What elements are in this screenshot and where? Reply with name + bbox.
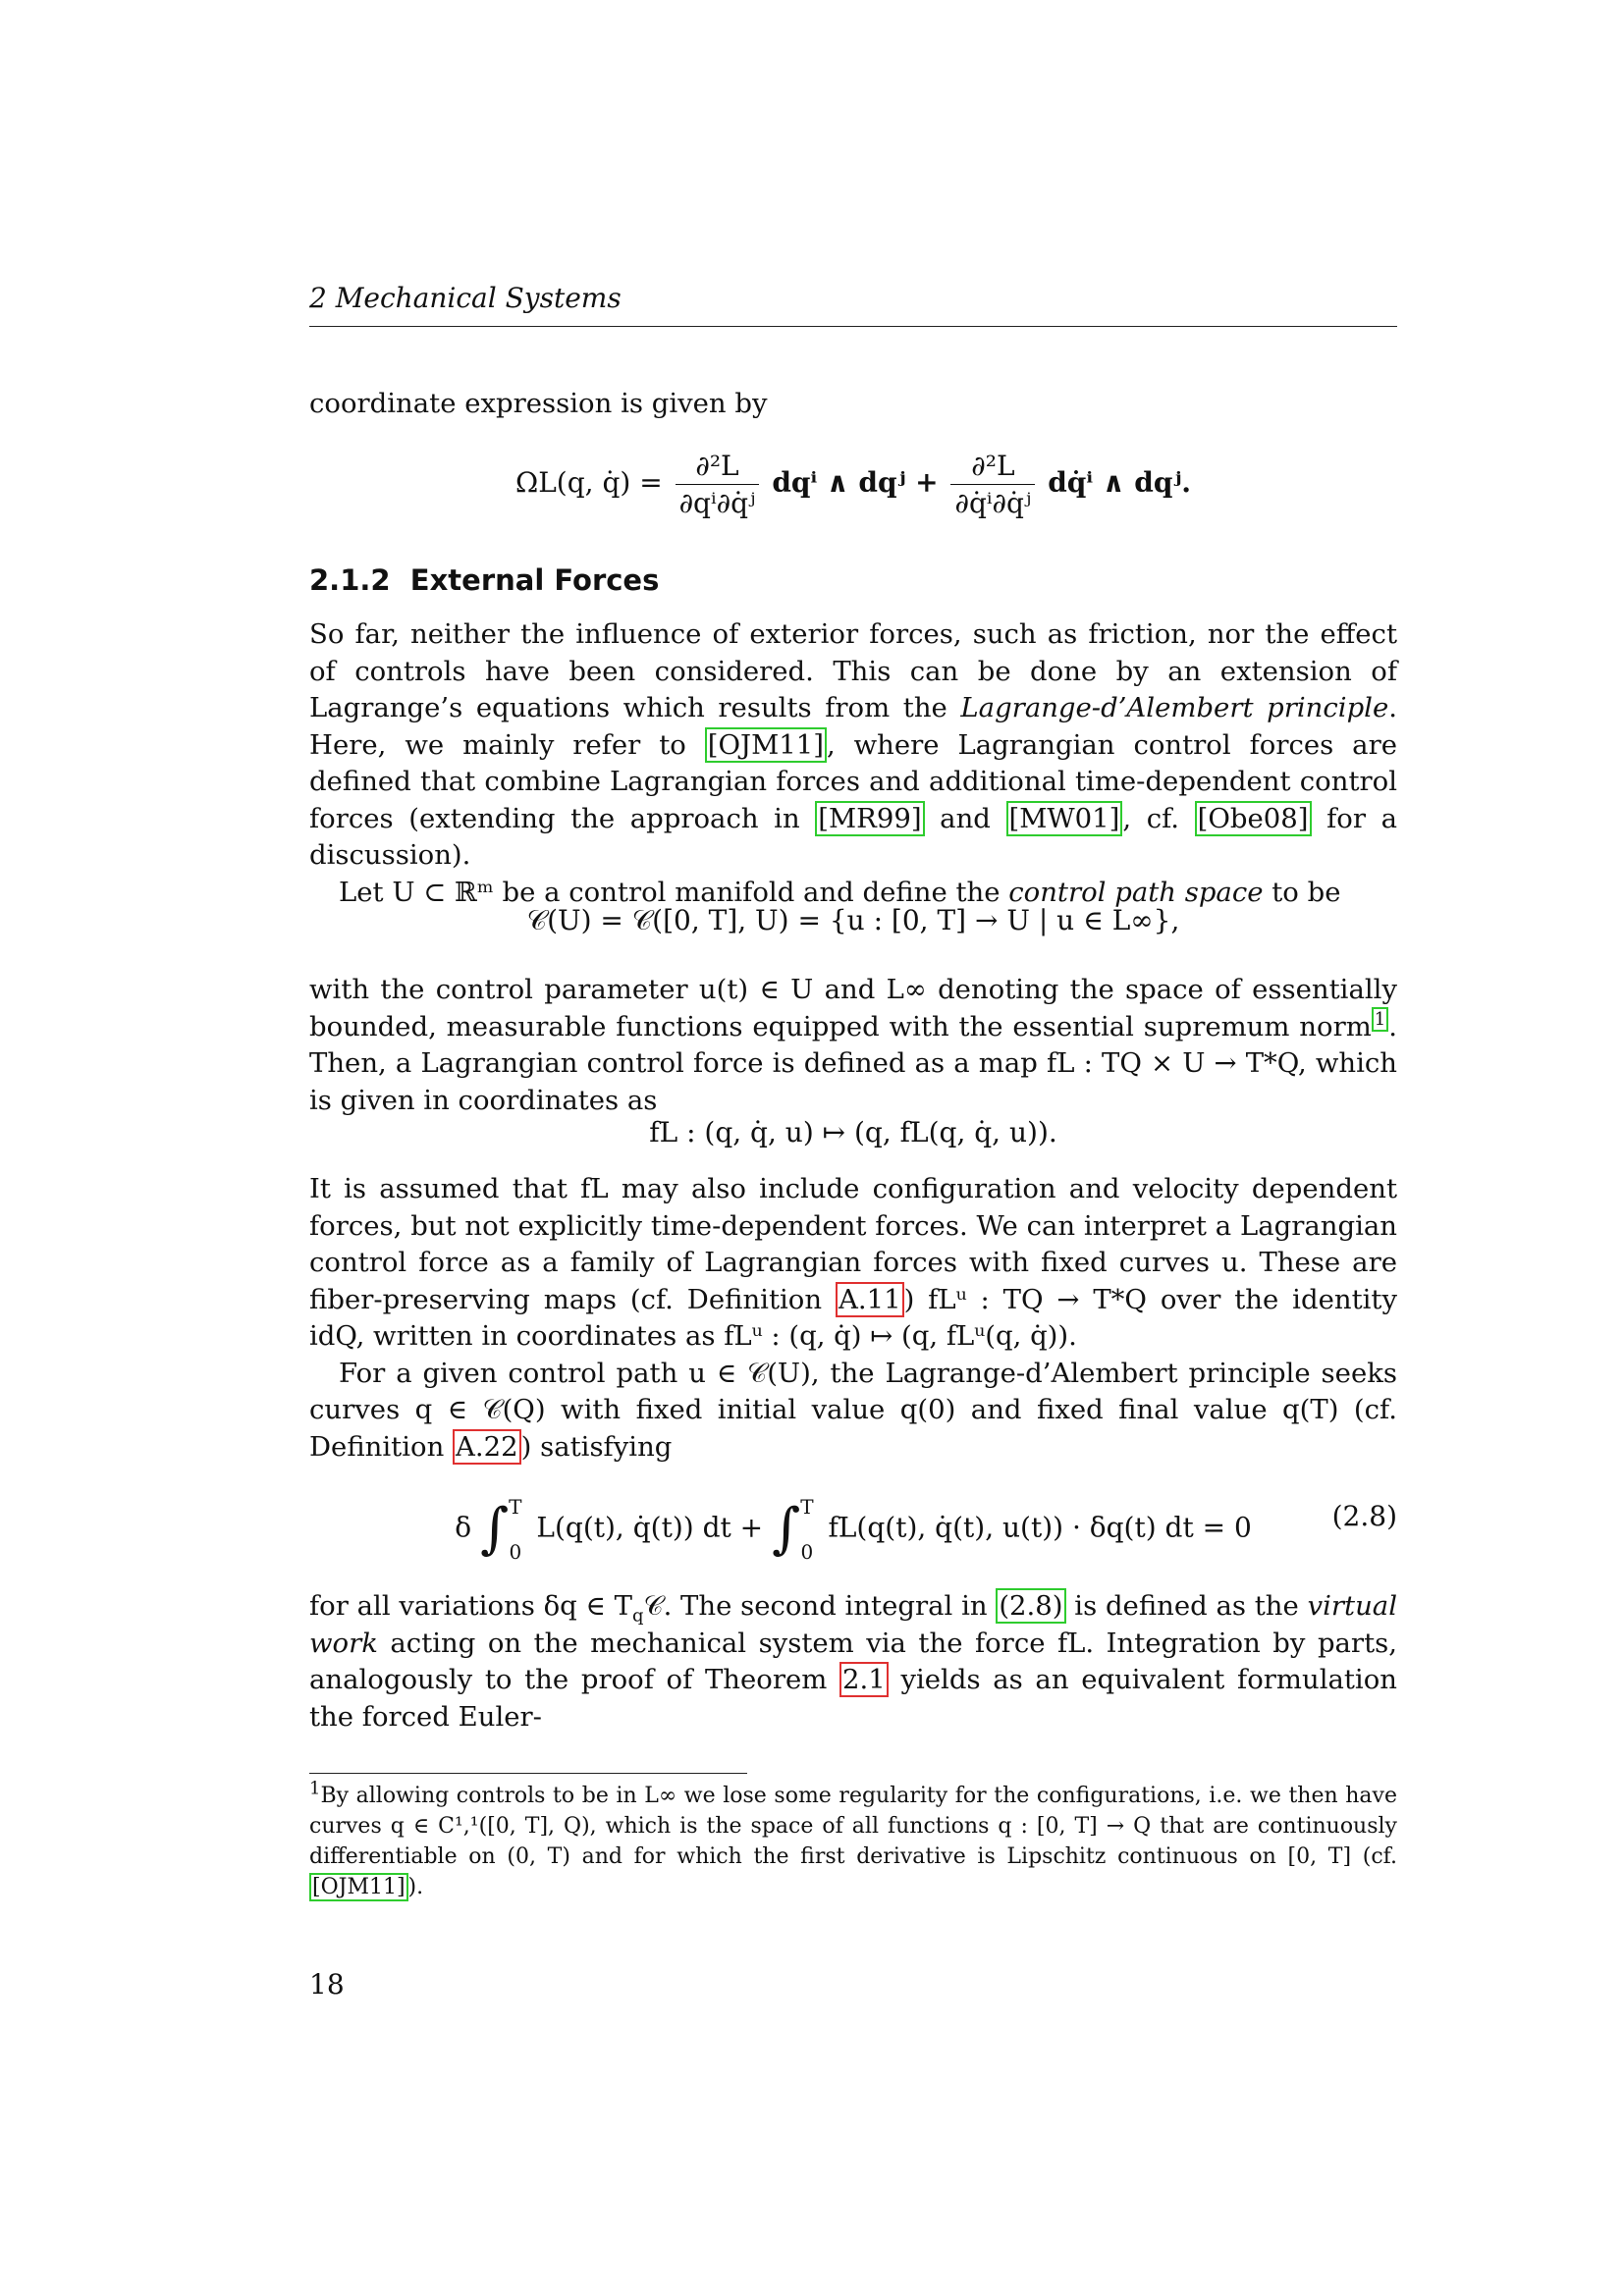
footnote <box>309 1778 1397 1902</box>
footnote-citation-ojm11[interactable]: [OJM11] <box>309 1873 408 1901</box>
eq-integrand-1: L(q(t), q̇(t)) dt + <box>536 1511 764 1544</box>
citation-obe08[interactable]: [Obe08] <box>1195 801 1312 836</box>
omega-frac2-num: ∂²L <box>950 450 1035 485</box>
omega-frac1-num: ∂²L <box>676 450 760 485</box>
integral-limits-1 <box>509 1484 521 1575</box>
header-rule <box>309 326 1397 327</box>
footnote-text-b: ). <box>407 1875 424 1899</box>
ref-definition-a22[interactable]: A.22 <box>453 1429 521 1465</box>
para6-subscript: q <box>631 1605 644 1627</box>
para6-text-b: is defined as the <box>1065 1590 1308 1622</box>
para1-text-a: So far, neither the influence of exterior forces, such as friction, nor the effect of controls have been considered. This can be done by an extension of Lagrange’s equations which results from the <box>309 618 1397 723</box>
para1-emphasis: Lagrange-d’Alembert principle <box>960 692 1389 723</box>
para6-emphasis: virtual work <box>309 1590 1397 1659</box>
section-heading <box>309 563 659 597</box>
para1-text-b: . Here, we mainly refer to <box>309 692 1397 761</box>
omega-frac2-den: ∂q̇ⁱ∂q̇ʲ <box>954 487 1032 519</box>
integral-limits-2 <box>800 1484 813 1575</box>
integral-1-lower: 0 <box>509 1540 522 1564</box>
paragraph-5 <box>309 1356 1397 1467</box>
paragraph-3 <box>309 972 1397 1119</box>
para1-text-e: , cf. <box>1122 802 1195 834</box>
para2-text-b: to be <box>1263 876 1341 908</box>
section-number: 2.1.2 <box>309 563 391 597</box>
omega-fraction-1 <box>676 450 760 519</box>
text-block-2 <box>309 972 1397 1119</box>
intro-text: coordinate expression is given by <box>309 388 768 419</box>
para6-text-c: acting on the mechanical system via the force fL. Integration by parts, analogously to the proof of Theorem <box>309 1627 1397 1695</box>
eq-integrand-2: fL(q(t), q̇(t), u(t)) · δq(t) dt = 0 <box>828 1511 1252 1544</box>
running-head: 2 Mechanical Systems <box>309 282 622 314</box>
para2-emphasis: control path space <box>1008 876 1264 908</box>
omega-lhs: ΩL(q, q̇) = <box>515 466 663 499</box>
integral-1-upper: T <box>509 1495 522 1519</box>
citation-ojm11[interactable]: [OJM11] <box>705 727 827 763</box>
text-block-1 <box>309 616 1397 911</box>
page-number: 18 <box>309 1968 345 2001</box>
text-block-4 <box>309 1588 1397 1735</box>
omega-term-1: dqⁱ ∧ dqʲ + <box>772 466 939 499</box>
integral-2-lower: 0 <box>800 1540 814 1564</box>
text-block-3 <box>309 1171 1397 1466</box>
eq-delta: δ <box>455 1511 472 1544</box>
ref-definition-a11[interactable]: A.11 <box>836 1282 904 1317</box>
equation-force-map: fL : (q, q̇, u) ↦ (q, fL(q, q̇, u)). <box>649 1116 1057 1148</box>
intro-line <box>309 386 1397 423</box>
paragraph-4 <box>309 1171 1397 1356</box>
para4-text-a: It is assumed that fL may also include configuration and velocity dependent forces, but not explicitly time-dependent forces. We can interpret a Lagrangian control force as a family of Lagrangian forces with fixed curves u. These are fiber-preserving maps (cf. Definition <box>309 1173 1397 1315</box>
ref-theorem-2-1[interactable]: 2.1 <box>839 1662 889 1697</box>
footnote-mark: 1 <box>309 1778 321 1799</box>
para1-text-d: and <box>924 802 1006 834</box>
footnote-text-a: By allowing controls to be in L∞ we lose some regularity for the configurations, i.e. we then have curves q ∈ C¹,¹([0, T], Q), which is the space of all functions q : [0, T] → Q that are continuously differentiable on (0, T) and for which the first derivative is Lipschitz continuous on [0, T] (cf. <box>309 1784 1397 1869</box>
para5-text-b: ) satisfying <box>520 1430 673 1463</box>
equation-omega <box>309 450 1397 519</box>
integral-2-upper: T <box>800 1495 814 1519</box>
equation-2-8 <box>309 1484 1397 1564</box>
para6-text-d: yields as an equivalent formulation the forced Euler- <box>309 1664 1397 1733</box>
footnote-ref-1[interactable]: 1 <box>1372 1007 1388 1032</box>
para3-text-b: . Then, a Lagrangian control force is defined as a map fL : TQ × U → T*Q, which is given in coordinates as <box>309 1010 1397 1116</box>
omega-term-2: dq̇ⁱ ∧ dqʲ. <box>1048 466 1191 499</box>
equation-number: (2.8) <box>1331 1500 1397 1532</box>
para5-text-a: For a given control path u ∈ 𝒞(U), the Lagrange-d’Alembert principle seeks curves q ∈ 𝒞(Q) with fixed initial value q(0) and fixed final value q(T) (cf. Definition <box>309 1357 1397 1463</box>
citation-mr99[interactable]: [MR99] <box>815 801 924 836</box>
omega-frac1-den: ∂qⁱ∂q̇ʲ <box>678 487 756 519</box>
para6-text-a: for all variations δq ∈ T <box>309 1590 632 1622</box>
footnote-rule <box>309 1773 747 1774</box>
para2-text-a: Let U ⊂ ℝᵐ be a control manifold and define the <box>339 876 1009 908</box>
para1-text-f: for a discussion). <box>309 802 1397 871</box>
integral-sign-2: ∫ <box>772 1497 801 1561</box>
paragraph-6 <box>309 1588 1397 1735</box>
section-title: External Forces <box>409 563 660 597</box>
integral-sign-1: ∫ <box>479 1497 510 1561</box>
para6-text-a2: 𝒞. The second integral in <box>643 1590 997 1622</box>
para3-text-a: with the control parameter u(t) ∈ U and L∞ denoting the space of essentially bounded, measurable functions equipped with the essential supremum norm <box>309 974 1397 1042</box>
citation-mw01[interactable]: [MW01] <box>1006 801 1123 836</box>
ref-equation-2-8[interactable]: (2.8) <box>996 1588 1065 1624</box>
equation-control-space: 𝒞(U) = 𝒞([0, T], U) = {u : [0, T] → U | u ∈ L∞}, <box>526 904 1180 936</box>
paragraph-1 <box>309 616 1397 875</box>
para1-text-c: , where Lagrangian control forces are defined that combine Lagrangian forces and additional time-dependent control forces (extending the approach in <box>309 728 1397 834</box>
para4-text-b: ) fLᵘ : TQ → T*Q over the identity idQ, written in coordinates as fLᵘ : (q, q̇) ↦ (q, fLᵘ(q, q̇)). <box>309 1283 1397 1352</box>
omega-fraction-2 <box>950 450 1035 519</box>
